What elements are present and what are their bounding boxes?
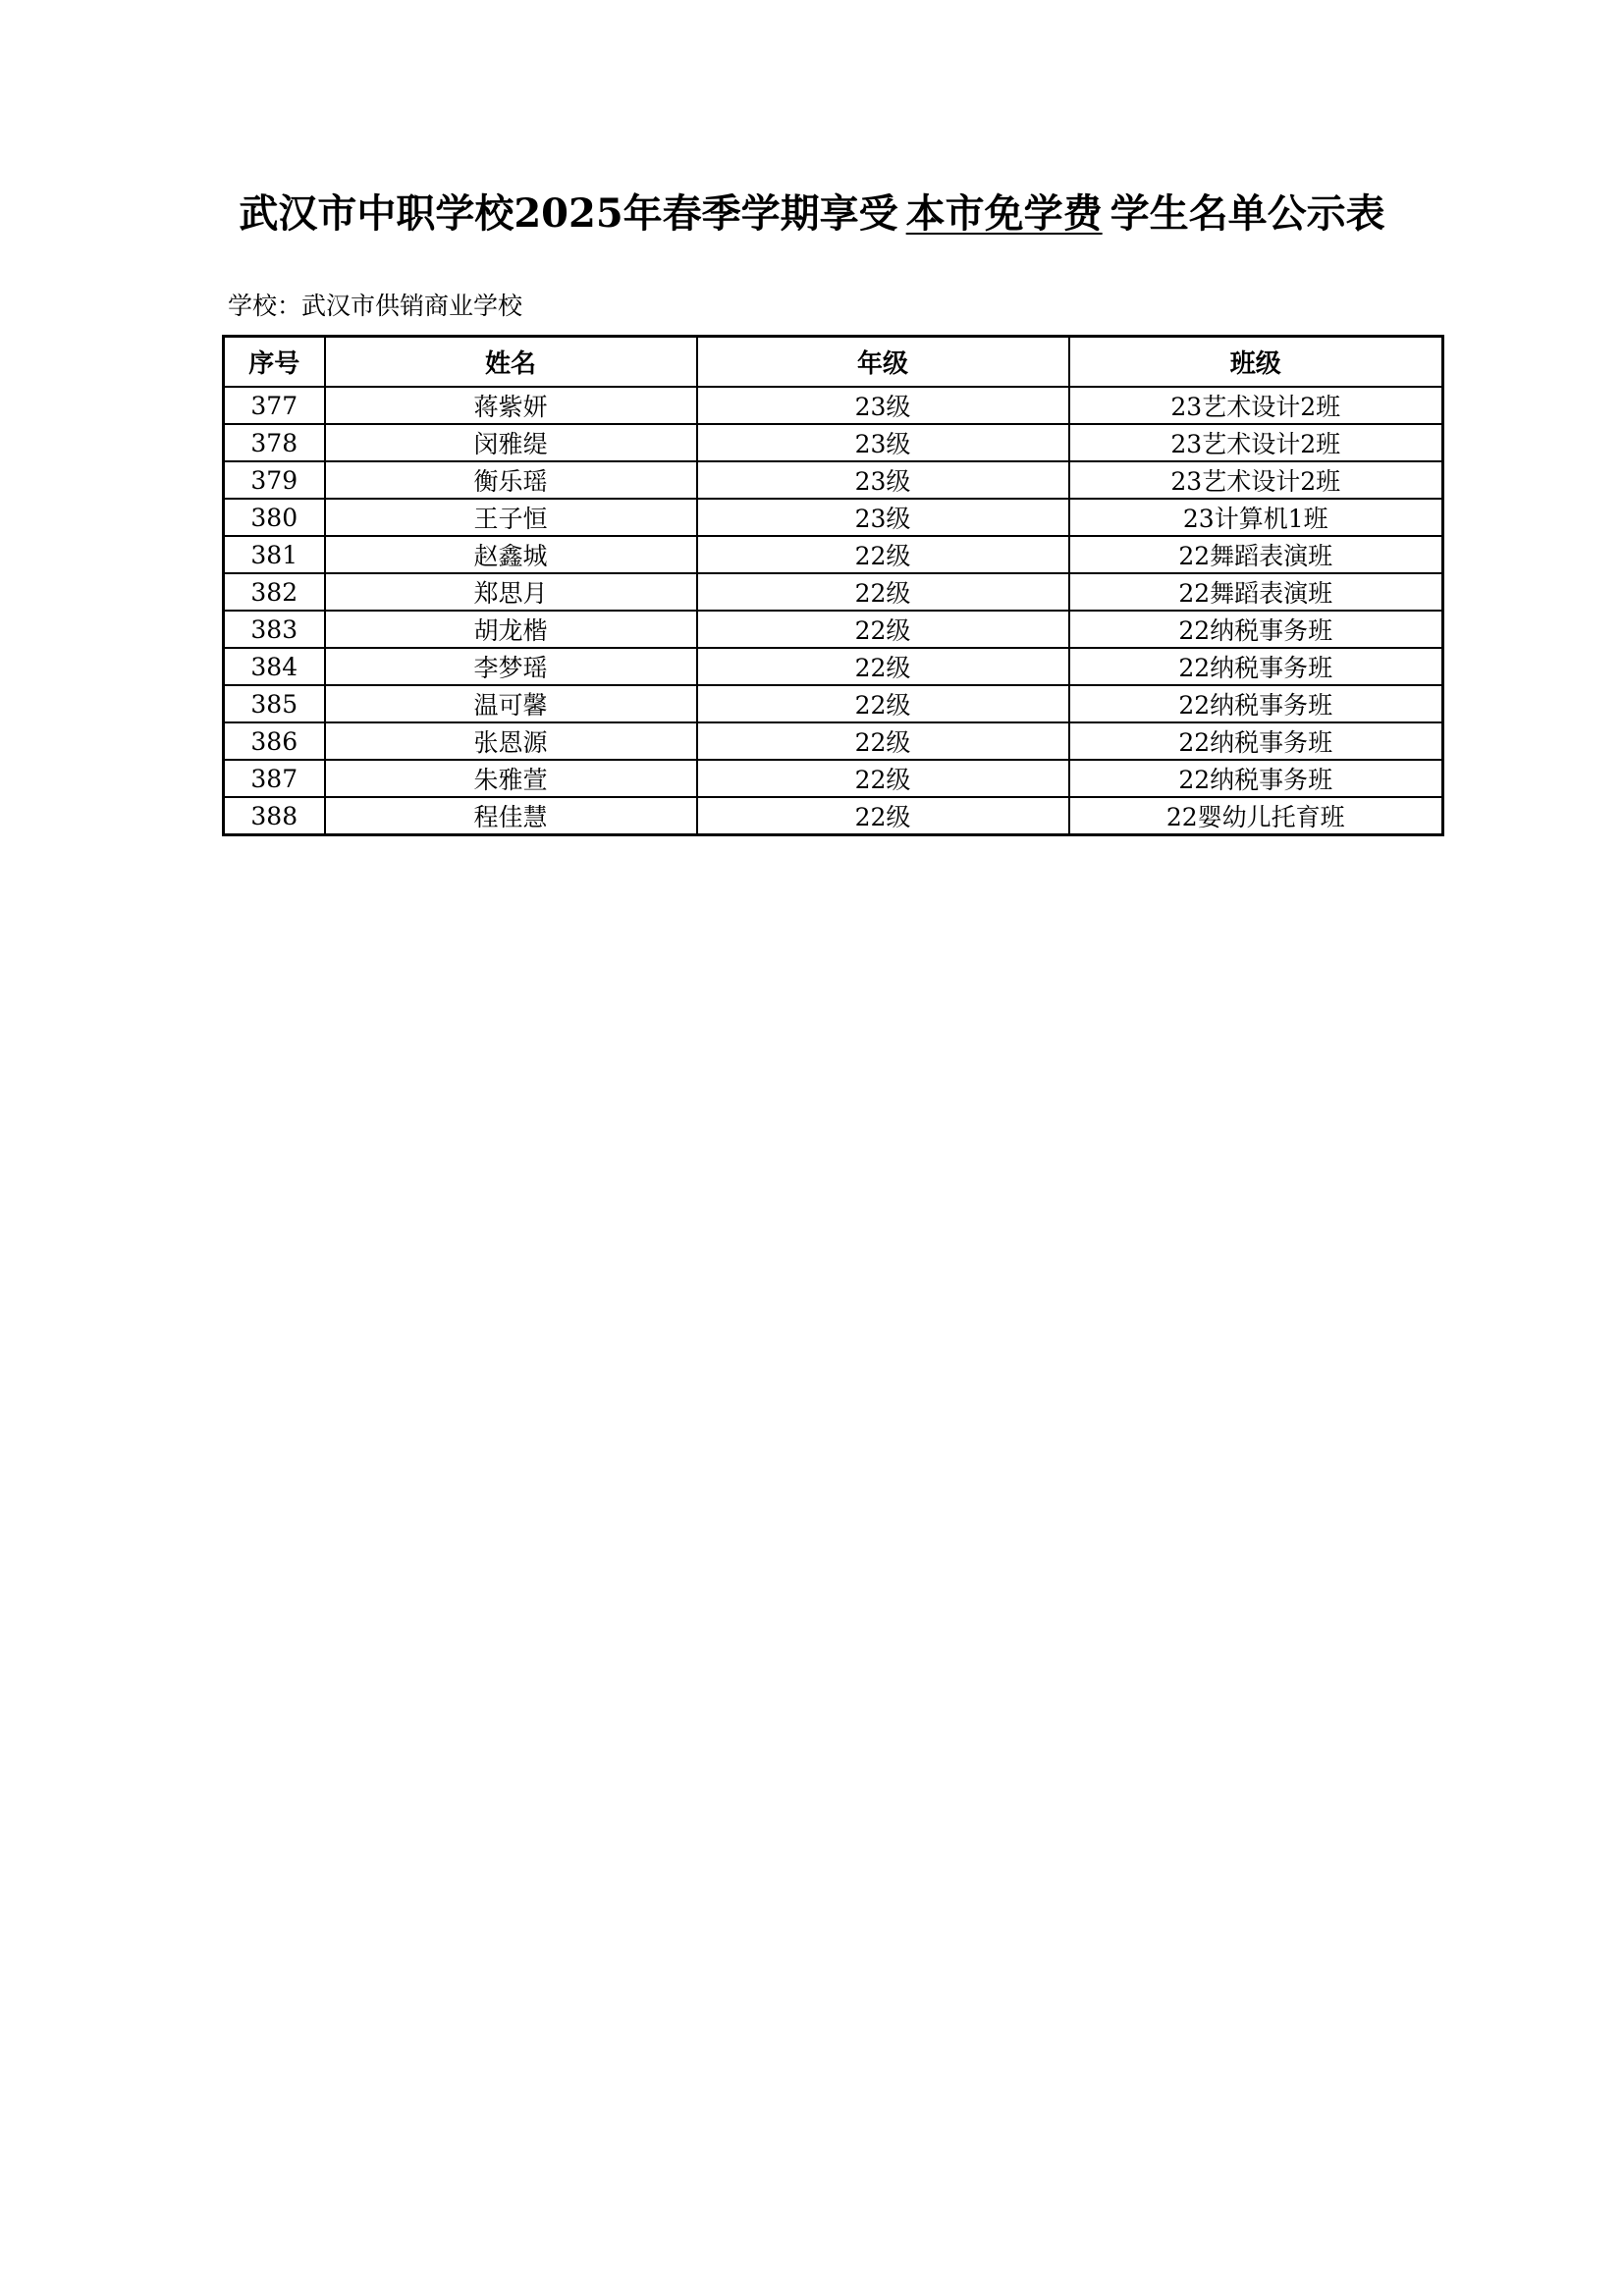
table-row [224, 685, 1443, 722]
cell-name: 张恩源 [325, 722, 697, 760]
cell-grade: 22级 [697, 536, 1069, 573]
table-row [224, 760, 1443, 797]
title-fill-in: 本市免学费 [905, 190, 1103, 237]
cell-grade: 22级 [697, 722, 1069, 760]
cell-class: 23计算机1班 [1069, 499, 1443, 536]
cell-index: 377 [224, 387, 325, 424]
title-prefix: 武汉市中职学校2025年春季学期享受 [239, 190, 898, 237]
cell-index: 383 [224, 611, 325, 648]
cell-class: 22纳税事务班 [1069, 760, 1443, 797]
table-row [224, 536, 1443, 573]
table-row [224, 424, 1443, 461]
cell-class: 23艺术设计2班 [1069, 424, 1443, 461]
header-index: 序号 [224, 337, 325, 388]
cell-class: 22舞蹈表演班 [1069, 536, 1443, 573]
cell-name: 温可馨 [325, 685, 697, 722]
cell-grade: 22级 [697, 573, 1069, 611]
cell-name: 程佳慧 [325, 797, 697, 835]
cell-index: 388 [224, 797, 325, 835]
table-row [224, 797, 1443, 835]
cell-index: 386 [224, 722, 325, 760]
title-suffix: 学生名单公示表 [1110, 190, 1385, 237]
header-row [224, 337, 1443, 388]
cell-grade: 22级 [697, 797, 1069, 835]
table-row [224, 461, 1443, 499]
cell-name: 胡龙楷 [325, 611, 697, 648]
cell-grade: 22级 [697, 760, 1069, 797]
student-roster-table [222, 335, 1444, 836]
cell-grade: 22级 [697, 648, 1069, 685]
header-grade: 年级 [697, 337, 1069, 388]
cell-grade: 23级 [697, 424, 1069, 461]
cell-name: 王子恒 [325, 499, 697, 536]
table-row [224, 611, 1443, 648]
school-name: 学校：武汉市供销商业学校 [228, 292, 523, 320]
cell-class: 22纳税事务班 [1069, 611, 1443, 648]
cell-index: 379 [224, 461, 325, 499]
cell-name: 赵鑫城 [325, 536, 697, 573]
cell-name: 闵雅缇 [325, 424, 697, 461]
table-header [224, 337, 1443, 388]
cell-name: 李梦瑶 [325, 648, 697, 685]
cell-index: 385 [224, 685, 325, 722]
cell-grade: 23级 [697, 461, 1069, 499]
cell-name: 衡乐瑶 [325, 461, 697, 499]
cell-index: 380 [224, 499, 325, 536]
cell-index: 387 [224, 760, 325, 797]
cell-class: 23艺术设计2班 [1069, 387, 1443, 424]
cell-class: 23艺术设计2班 [1069, 461, 1443, 499]
table-row [224, 387, 1443, 424]
cell-index: 378 [224, 424, 325, 461]
cell-name: 蒋紫妍 [325, 387, 697, 424]
cell-grade: 23级 [697, 499, 1069, 536]
cell-grade: 22级 [697, 685, 1069, 722]
cell-class: 22纳税事务班 [1069, 685, 1443, 722]
header-class: 班级 [1069, 337, 1443, 388]
table-row [224, 499, 1443, 536]
table-row [224, 573, 1443, 611]
cell-index: 384 [224, 648, 325, 685]
page-title [0, 187, 1624, 241]
header-name: 姓名 [325, 337, 697, 388]
cell-index: 382 [224, 573, 325, 611]
cell-grade: 22级 [697, 611, 1069, 648]
cell-index: 381 [224, 536, 325, 573]
cell-name: 朱雅萱 [325, 760, 697, 797]
cell-class: 22纳税事务班 [1069, 648, 1443, 685]
cell-class: 22舞蹈表演班 [1069, 573, 1443, 611]
cell-grade: 23级 [697, 387, 1069, 424]
table-body [224, 387, 1443, 835]
cell-class: 22纳税事务班 [1069, 722, 1443, 760]
cell-name: 郑思月 [325, 573, 697, 611]
table-row [224, 648, 1443, 685]
cell-class: 22婴幼儿托育班 [1069, 797, 1443, 835]
table-row [224, 722, 1443, 760]
